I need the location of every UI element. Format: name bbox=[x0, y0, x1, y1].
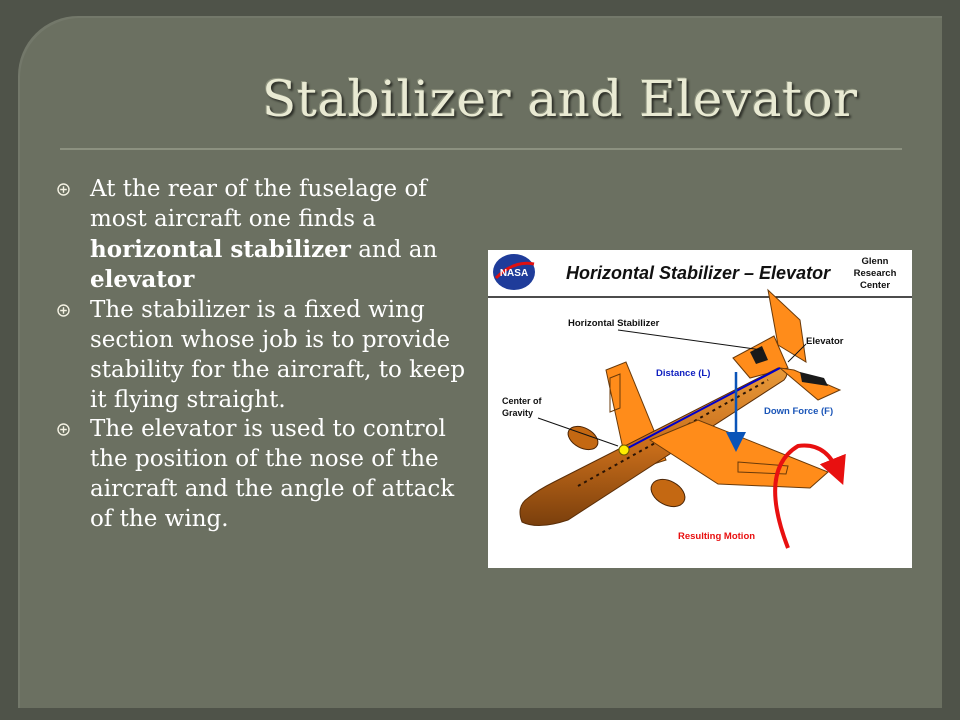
circled-plus-bullet-icon bbox=[57, 423, 70, 436]
stabilizer-elevator-figure bbox=[488, 250, 912, 568]
bullet-text bbox=[90, 176, 437, 293]
bullet-item bbox=[54, 415, 474, 534]
bullet-text: The stabilizer is a fixed wing section whose job is to provide stability for the aircraft, to keep it flying straight. bbox=[90, 297, 466, 413]
label-elevator: Elevator bbox=[806, 336, 844, 347]
label-cg-line1: Center of bbox=[502, 396, 542, 406]
label-cg-line2: Gravity bbox=[502, 408, 534, 418]
bullet-text-run: At the rear of the fuselage of most aircraft one finds a bbox=[90, 176, 427, 232]
center-name-line2: Research bbox=[853, 268, 897, 279]
bullet-text: The elevator is used to control the position of the nose of the aircraft and the angle of attack of the wing. bbox=[90, 416, 455, 532]
label-horizontal-stabilizer: Horizontal Stabilizer bbox=[568, 318, 660, 329]
bullet-item bbox=[54, 175, 474, 296]
circled-plus-bullet-icon bbox=[57, 304, 70, 317]
title-divider bbox=[60, 148, 902, 150]
bullet-list bbox=[54, 175, 474, 535]
center-of-gravity-marker bbox=[619, 445, 629, 455]
horizontal-stabilizer-near bbox=[780, 368, 840, 400]
label-distance: Distance (L) bbox=[656, 368, 711, 379]
figure-canvas bbox=[488, 250, 912, 568]
circled-plus-bullet-icon bbox=[57, 183, 70, 196]
near-engine bbox=[646, 474, 689, 512]
bullet-bold-term: elevator bbox=[90, 266, 195, 294]
bullet-bold-term: horizontal stabilizer bbox=[90, 235, 351, 263]
bullet-item bbox=[54, 296, 474, 415]
center-name-line1: Glenn bbox=[861, 256, 889, 267]
figure-header bbox=[488, 254, 912, 297]
stabilizer-leader-line bbox=[618, 330, 762, 350]
slide-title: Stabilizer and Elevator bbox=[262, 70, 858, 128]
label-resulting-motion: Resulting Motion bbox=[678, 531, 756, 542]
center-name-line3: Center bbox=[859, 280, 891, 291]
near-wing bbox=[650, 420, 828, 488]
resulting-motion-arrow bbox=[775, 446, 838, 548]
bullet-text-run: and an bbox=[350, 236, 438, 263]
figure-title: Horizontal Stabilizer – Elevator bbox=[566, 263, 831, 283]
nasa-logo-text: NASA bbox=[499, 268, 529, 279]
label-down-force: Down Force (F) bbox=[764, 406, 834, 417]
